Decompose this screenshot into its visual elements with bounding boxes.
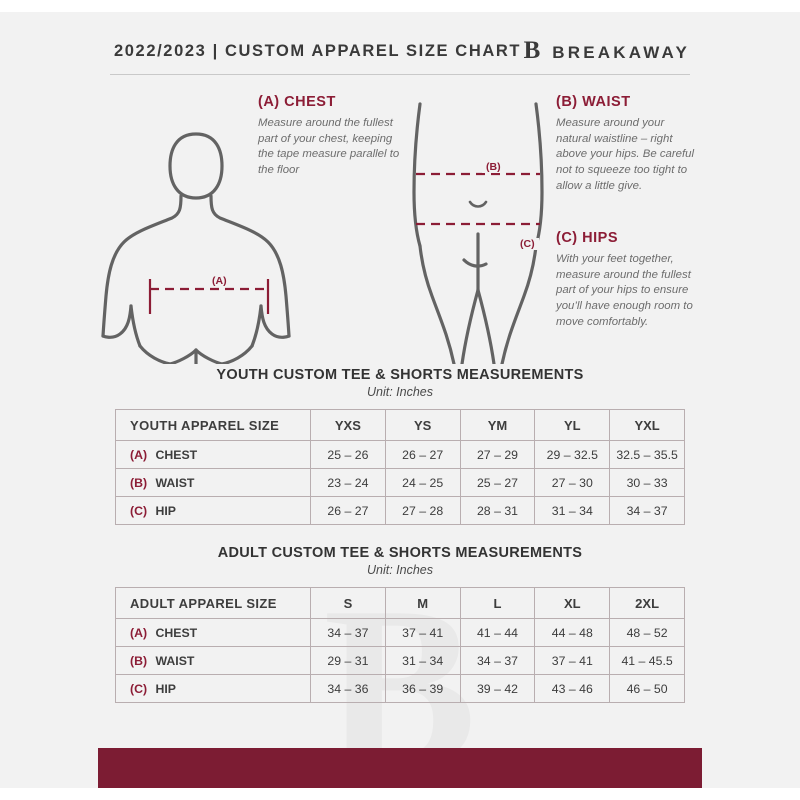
youth-col-0: YXS (311, 410, 386, 441)
brand-name: BREAKAWAY (552, 42, 690, 62)
adult-row-1-label (116, 647, 311, 675)
youth-header-label: YOUTH APPAREL SIZE (116, 410, 311, 441)
youth-row-0-tag: (A) (130, 447, 148, 462)
adult-cell-2-2: 39 – 42 (460, 675, 535, 703)
youth-cell-1-3: 27 – 30 (535, 469, 610, 497)
adult-cell-0-1: 37 – 41 (385, 619, 460, 647)
adult-cell-0-0: 34 – 37 (311, 619, 386, 647)
table-header-row (116, 410, 685, 441)
youth-row-1-tag: (B) (130, 475, 148, 490)
youth-cell-2-4: 34 – 37 (610, 497, 685, 525)
youth-cell-1-4: 30 – 33 (610, 469, 685, 497)
youth-row-2-name: HIP (155, 503, 176, 518)
table-row (116, 497, 685, 525)
adult-row-0-label (116, 619, 311, 647)
adult-cell-1-3: 37 – 41 (535, 647, 610, 675)
adult-cell-1-1: 31 – 34 (385, 647, 460, 675)
adult-col-3: XL (535, 588, 610, 619)
callout-waist-body: Measure around your natural waistline – right above your hips. Be careful not to squeeze too tight to allow a little give. (556, 117, 695, 192)
table-row (116, 619, 685, 647)
callout-hips-title: (C) HIPS (556, 230, 618, 246)
table-row (116, 469, 685, 497)
hips-dimension-label: (C) (516, 238, 539, 250)
adult-table-section (0, 545, 800, 703)
callout-hips-body: With your feet together, measure around the fullest part of your hips to ensure you’ll have enough room to move comfortably. (556, 253, 693, 328)
callout-hips (556, 230, 698, 331)
callout-chest-title: (A) CHEST (258, 94, 336, 110)
adult-row-1-tag: (B) (130, 653, 148, 668)
callout-waist-title: (B) WAIST (556, 94, 631, 110)
adult-cell-2-3: 43 – 46 (535, 675, 610, 703)
measurement-illustration (0, 74, 800, 364)
table-row (116, 675, 685, 703)
adult-col-1: M (385, 588, 460, 619)
youth-col-3: YL (535, 410, 610, 441)
adult-row-2-tag: (C) (130, 681, 148, 696)
adult-col-4: 2XL (610, 588, 685, 619)
brand-logo (523, 37, 690, 65)
chest-dimension-label: (A) (208, 275, 231, 287)
waist-dimension-label: (B) (482, 161, 505, 173)
youth-row-2-label (116, 497, 311, 525)
adult-cell-1-0: 29 – 31 (311, 647, 386, 675)
youth-table-unit: Unit: Inches (366, 385, 433, 399)
youth-col-2: YM (460, 410, 535, 441)
adult-header-label: ADULT APPAREL SIZE (116, 588, 311, 619)
adult-row-2-name: HIP (155, 681, 176, 696)
youth-cell-0-4: 32.5 – 35.5 (610, 441, 685, 469)
table-header-row (116, 588, 685, 619)
adult-cell-0-3: 44 – 48 (535, 619, 610, 647)
youth-cell-0-2: 27 – 29 (460, 441, 535, 469)
youth-row-2-tag: (C) (130, 503, 148, 518)
adult-row-0-tag: (A) (130, 625, 148, 640)
youth-size-table (115, 409, 685, 525)
adult-cell-2-4: 46 – 50 (610, 675, 685, 703)
youth-cell-2-3: 31 – 34 (535, 497, 610, 525)
youth-col-1: YS (385, 410, 460, 441)
adult-table-title: ADULT CUSTOM TEE & SHORTS MEASUREMENTS (217, 545, 583, 561)
footer-bar (98, 748, 702, 788)
youth-cell-2-1: 27 – 28 (385, 497, 460, 525)
table-row (116, 647, 685, 675)
brand-mark-icon: B (523, 37, 541, 64)
youth-cell-0-0: 25 – 26 (311, 441, 386, 469)
adult-cell-2-1: 36 – 39 (385, 675, 460, 703)
callout-chest-body: Measure around the fullest part of your chest, keeping the tape measure parallel to the floor (258, 117, 400, 177)
table-row (116, 441, 685, 469)
adult-cell-1-2: 34 – 37 (460, 647, 535, 675)
adult-row-2-label (116, 675, 311, 703)
page-header (0, 12, 800, 74)
youth-table-title: YOUTH CUSTOM TEE & SHORTS MEASUREMENTS (216, 367, 584, 383)
adult-cell-0-4: 48 – 52 (610, 619, 685, 647)
youth-table-section (0, 367, 800, 525)
youth-cell-1-0: 23 – 24 (311, 469, 386, 497)
youth-row-1-name: WAIST (155, 475, 195, 490)
adult-table-unit: Unit: Inches (366, 563, 433, 577)
youth-row-0-label (116, 441, 311, 469)
callout-waist (556, 94, 696, 195)
adult-cell-0-2: 41 – 44 (460, 619, 535, 647)
youth-row-0-name: CHEST (155, 447, 198, 462)
youth-cell-2-2: 28 – 31 (460, 497, 535, 525)
youth-cell-1-2: 25 – 27 (460, 469, 535, 497)
youth-cell-0-1: 26 – 27 (385, 441, 460, 469)
adult-col-0: S (311, 588, 386, 619)
adult-cell-2-0: 34 – 36 (311, 675, 386, 703)
callout-chest (258, 94, 408, 179)
adult-cell-1-4: 41 – 45.5 (610, 647, 685, 675)
page-title: 2022/2023 | CUSTOM APPAREL SIZE CHART (114, 42, 522, 60)
youth-cell-1-1: 24 – 25 (385, 469, 460, 497)
youth-col-4: YXL (610, 410, 685, 441)
sheet (0, 12, 800, 788)
youth-cell-0-3: 29 – 32.5 (535, 441, 610, 469)
youth-row-1-label (116, 469, 311, 497)
adult-size-table (115, 587, 685, 703)
adult-row-0-name: CHEST (155, 625, 198, 640)
youth-cell-2-0: 26 – 27 (311, 497, 386, 525)
adult-row-1-name: WAIST (155, 653, 195, 668)
adult-col-2: L (460, 588, 535, 619)
